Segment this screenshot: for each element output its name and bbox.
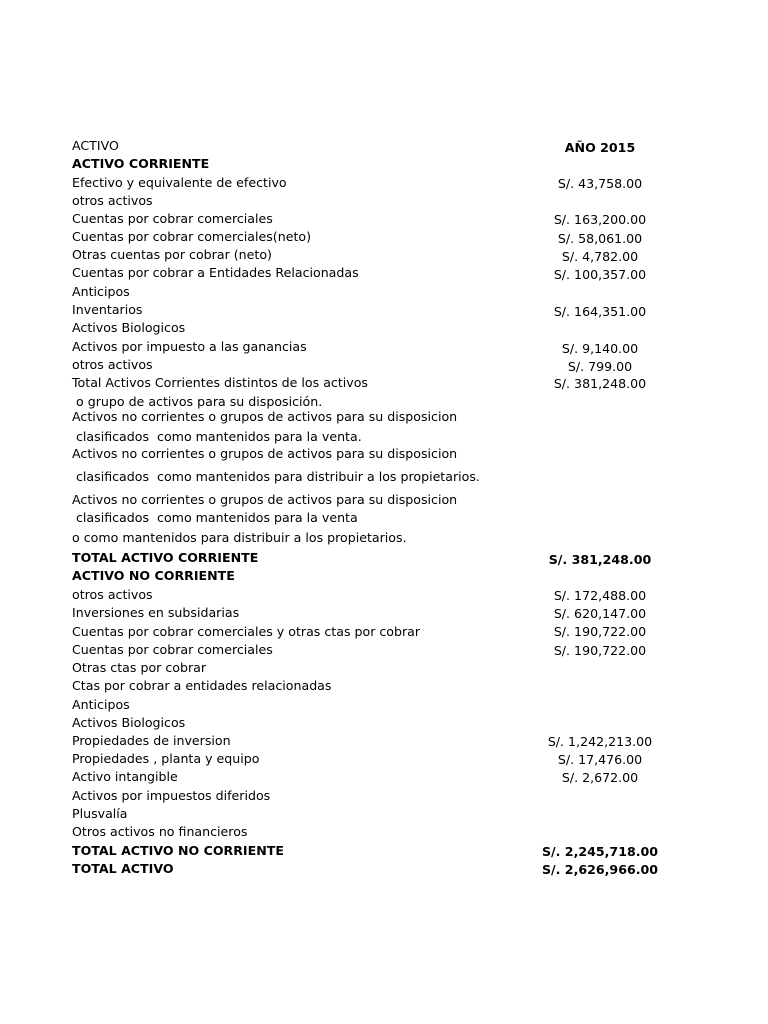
row-label: Otros activos no financieros	[72, 824, 248, 839]
row-label: otros activos	[72, 587, 153, 602]
page-title: ACTIVO	[72, 138, 119, 153]
row-value: S/. 2,626,966.00	[541, 862, 659, 877]
row-label: Inventarios	[72, 302, 143, 317]
row-label: Cuentas por cobrar comerciales	[72, 211, 273, 226]
row-label: TOTAL ACTIVO NO CORRIENTE	[72, 843, 284, 858]
row-label: Ctas por cobrar a entidades relacionadas	[72, 678, 332, 693]
row-label: Cuentas por cobrar comerciales y otras ctas por cobrar	[72, 624, 421, 639]
row-label: Cuentas por cobrar comerciales(neto)	[72, 229, 311, 244]
row-label: Activos Biologicos	[72, 715, 186, 730]
row-label: Activos no corrientes o grupos de activos para su disposicion	[72, 492, 458, 507]
row-label: TOTAL ACTIVO CORRIENTE	[72, 550, 259, 565]
row-label: o como mantenidos para distribuir a los propietarios.	[72, 530, 407, 545]
row-value: S/. 381,248.00	[553, 376, 647, 391]
row-value: S/. 100,357.00	[553, 267, 647, 282]
row-value: S/. 172,488.00	[553, 588, 647, 603]
row-label: TOTAL ACTIVO	[72, 861, 174, 876]
row-value: S/. 58,061.00	[557, 231, 643, 246]
row-label: ACTIVO CORRIENTE	[72, 156, 210, 171]
row-value: S/. 381,248.00	[548, 552, 652, 567]
row-label: Activos por impuesto a las ganancias	[72, 339, 307, 354]
row-label: otros activos	[72, 193, 153, 208]
row-label: Otras ctas por cobrar	[72, 660, 207, 675]
row-label: Plusvalía	[72, 806, 128, 821]
row-label: clasificados como mantenidos para la venta	[72, 510, 358, 525]
row-label: ACTIVO NO CORRIENTE	[72, 568, 235, 583]
row-label: Propiedades , planta y equipo	[72, 751, 260, 766]
row-value: S/. 2,672.00	[561, 770, 639, 785]
row-label: clasificados como mantenidos para distribuir a los propietarios.	[72, 469, 480, 484]
row-label: Total Activos Corrientes distintos de los activos	[72, 375, 368, 390]
row-value: S/. 1,242,213.00	[547, 734, 653, 749]
row-label: Activo intangible	[72, 769, 178, 784]
row-label: Cuentas por cobrar a Entidades Relacionadas	[72, 265, 359, 280]
row-value: S/. 43,758.00	[557, 176, 643, 191]
row-value: S/. 620,147.00	[553, 606, 647, 621]
row-label: Efectivo y equivalente de efectivo	[72, 175, 287, 190]
row-value: S/. 163,200.00	[553, 212, 647, 227]
row-label: Activos por impuestos diferidos	[72, 788, 271, 803]
row-label: Inversiones en subsidarias	[72, 605, 240, 620]
row-label: Anticipos	[72, 284, 130, 299]
year-header: AÑO 2015	[564, 140, 636, 155]
row-label: Otras cuentas por cobrar (neto)	[72, 247, 272, 262]
row-label: otros activos	[72, 357, 153, 372]
row-label: Anticipos	[72, 697, 130, 712]
row-label: Activos no corrientes o grupos de activos para su disposicion	[72, 446, 458, 461]
row-label: Cuentas por cobrar comerciales	[72, 642, 273, 657]
row-value: S/. 9,140.00	[561, 341, 639, 356]
row-label: Activos Biologicos	[72, 320, 186, 335]
row-label: Activos no corrientes o grupos de activos para su disposicion	[72, 409, 458, 424]
row-label: Propiedades de inversion	[72, 733, 231, 748]
row-label: o grupo de activos para su disposición.	[72, 394, 323, 409]
row-value: S/. 799.00	[567, 359, 633, 374]
row-value: S/. 2,245,718.00	[541, 844, 659, 859]
row-label: clasificados como mantenidos para la venta.	[72, 429, 362, 444]
row-value: S/. 190,722.00	[553, 624, 647, 639]
row-value: S/. 190,722.00	[553, 643, 647, 658]
row-value: S/. 17,476.00	[557, 752, 643, 767]
row-value: S/. 164,351.00	[553, 304, 647, 319]
row-value: S/. 4,782.00	[561, 249, 639, 264]
